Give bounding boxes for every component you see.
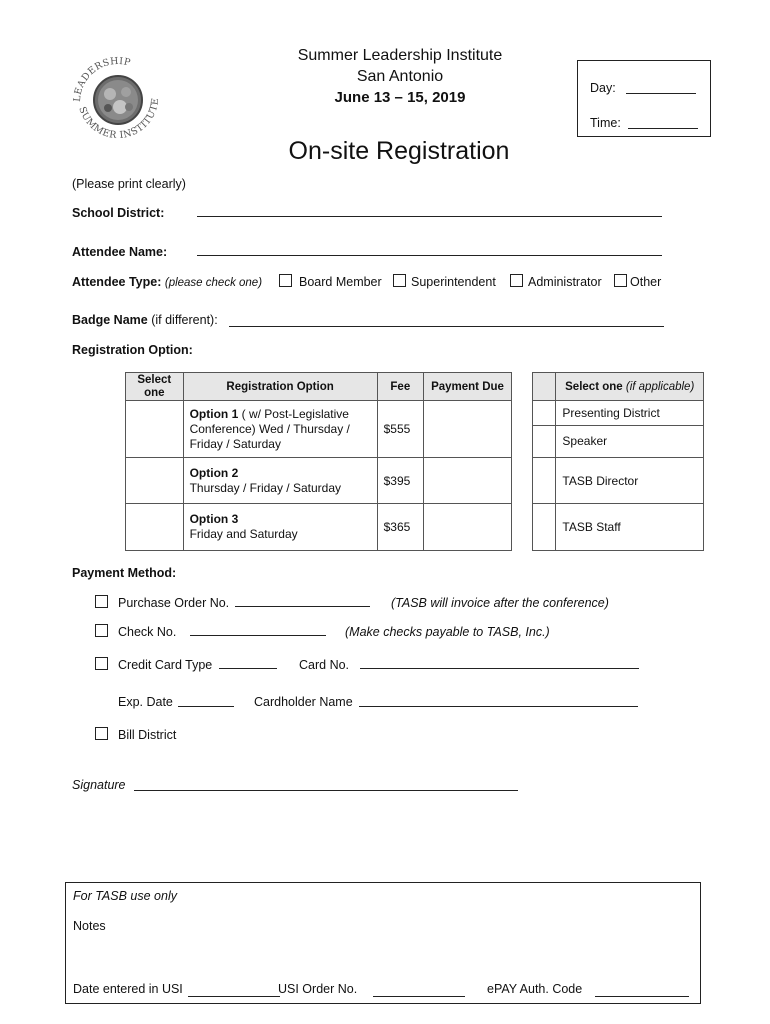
bill-district-checkbox[interactable] <box>95 727 108 740</box>
badge-name-label: Badge Name <box>72 313 148 327</box>
school-district-field[interactable] <box>197 216 662 217</box>
purchase-order-checkbox[interactable] <box>95 595 108 608</box>
badge-name-field[interactable] <box>229 326 664 327</box>
option2-fee: $395 <box>377 458 423 504</box>
option3-select-cell[interactable] <box>126 504 184 551</box>
option1-payment-due[interactable] <box>424 401 512 458</box>
option1-select-cell[interactable] <box>126 401 184 458</box>
option3-fee: $365 <box>377 504 423 551</box>
administrator-checkbox[interactable] <box>510 274 523 287</box>
badge-name-hint: (if different): <box>151 313 218 327</box>
table-row <box>126 504 704 551</box>
credit-card-type-field[interactable] <box>219 668 277 669</box>
board-member-checkbox[interactable] <box>279 274 292 287</box>
card-no-label: Card No. <box>299 658 350 672</box>
board-member-label: Board Member <box>299 275 382 289</box>
purchase-order-note: (TASB will invoice after the conference) <box>391 596 609 610</box>
header-event-name: Summer Leadership Institute <box>297 47 503 64</box>
credit-card-label: Credit Card Type <box>118 658 213 672</box>
table-row <box>126 401 704 458</box>
option3-payment-due[interactable] <box>424 504 512 551</box>
badge-name-row <box>72 313 218 327</box>
epay-field[interactable] <box>595 996 689 997</box>
tasb-title: For TASB use only <box>73 889 177 903</box>
applicable-cell-1 <box>556 401 704 458</box>
check-note: (Make checks payable to TASB, Inc.) <box>345 625 550 639</box>
tasb-staff-label: TASB Staff <box>556 504 704 551</box>
day-label: Day: <box>590 81 616 95</box>
exp-date-field[interactable] <box>178 706 234 707</box>
cardholder-field[interactable] <box>359 706 638 707</box>
check-field[interactable] <box>190 635 326 636</box>
header-fee: Fee <box>377 373 423 401</box>
attendee-name-label: Attendee Name: <box>72 245 168 259</box>
option3-cell <box>183 504 377 551</box>
registration-option-label: Registration Option: <box>72 343 193 357</box>
table-row <box>126 458 704 504</box>
speaker-label: Speaker <box>562 434 608 448</box>
day-field[interactable] <box>626 93 696 94</box>
tasb-use-only-box <box>65 882 701 1004</box>
tasb-director-label: TASB Director <box>556 458 704 504</box>
other-checkbox[interactable] <box>614 274 627 287</box>
time-label: Time: <box>590 116 621 130</box>
header-option: Registration Option <box>183 373 377 401</box>
exp-date-label: Exp. Date <box>118 695 173 709</box>
school-district-label: School District: <box>72 206 165 220</box>
credit-card-checkbox[interactable] <box>95 657 108 670</box>
svg-text:LEADERSHIP: LEADERSHIP <box>71 55 132 103</box>
registration-table <box>125 372 704 551</box>
date-entered-field[interactable] <box>188 996 280 997</box>
signature-field[interactable] <box>134 790 518 791</box>
option1-name: Option 1 <box>189 406 239 421</box>
day-time-box <box>577 60 711 137</box>
option1-fee: $555 <box>377 401 423 458</box>
attendee-type-hint: (please check one) <box>164 277 263 289</box>
usi-order-field[interactable] <box>373 996 465 997</box>
option3-name: Option 3 <box>189 512 239 526</box>
epay-label: ePAY Auth. Code <box>487 982 583 996</box>
option2-payment-due[interactable] <box>424 458 512 504</box>
presenting-district-label: Presenting District <box>556 401 703 426</box>
header-select-one-hint: (if applicable) <box>625 380 695 393</box>
applicable-select-cells-1[interactable] <box>533 401 556 458</box>
purchase-order-field[interactable] <box>235 606 370 607</box>
cardholder-label: Cardholder Name <box>254 695 353 709</box>
option2-cell <box>183 458 377 504</box>
tasb-staff-select-cell[interactable] <box>533 504 556 551</box>
payment-method-label: Payment Method: <box>72 566 177 580</box>
purchase-order-label: Purchase Order No. <box>118 596 230 610</box>
date-entered-label: Date entered in USI <box>73 982 183 996</box>
header-dates: June 13 – 15, 2019 <box>334 89 466 106</box>
header-payment-due: Payment Due <box>424 373 512 401</box>
header-location: San Antonio <box>356 68 444 85</box>
option3-detail: Friday and Saturday <box>189 527 298 541</box>
tasb-director-select-cell[interactable] <box>533 458 556 504</box>
option2-detail: Thursday / Friday / Saturday <box>189 480 341 495</box>
summer-leadership-institute-logo <box>66 52 170 144</box>
bill-district-label: Bill District <box>118 728 177 742</box>
header-select-one <box>556 373 704 401</box>
signature-label: Signature <box>72 778 126 792</box>
svg-text:SUMMER INSTITUTE: SUMMER INSTITUTE <box>76 97 162 142</box>
attendee-type-row <box>72 275 262 289</box>
option2-select-cell[interactable] <box>126 458 184 504</box>
attendee-name-field[interactable] <box>197 255 662 256</box>
print-note: (Please print clearly) <box>72 177 186 191</box>
header-select-one-text: Select one <box>565 380 623 393</box>
option1-detail: ( w/ Post-Legislative Conference) Wed / Thursday / Friday / Saturday <box>189 406 350 451</box>
option1-cell <box>183 401 377 458</box>
check-label: Check No. <box>118 625 177 639</box>
page-title: On-site Registration <box>288 137 510 165</box>
administrator-label: Administrator <box>528 275 602 289</box>
time-field[interactable] <box>628 128 698 129</box>
header-select: Select one <box>126 373 184 401</box>
check-checkbox[interactable] <box>95 624 108 637</box>
other-label: Other <box>630 275 662 289</box>
notes-label: Notes <box>73 919 106 933</box>
option2-name: Option 2 <box>189 465 239 480</box>
superintendent-checkbox[interactable] <box>393 274 406 287</box>
superintendent-label: Superintendent <box>411 275 496 289</box>
usi-order-label: USI Order No. <box>278 982 358 996</box>
attendee-type-label: Attendee Type: <box>72 275 162 289</box>
card-no-field[interactable] <box>360 668 639 669</box>
